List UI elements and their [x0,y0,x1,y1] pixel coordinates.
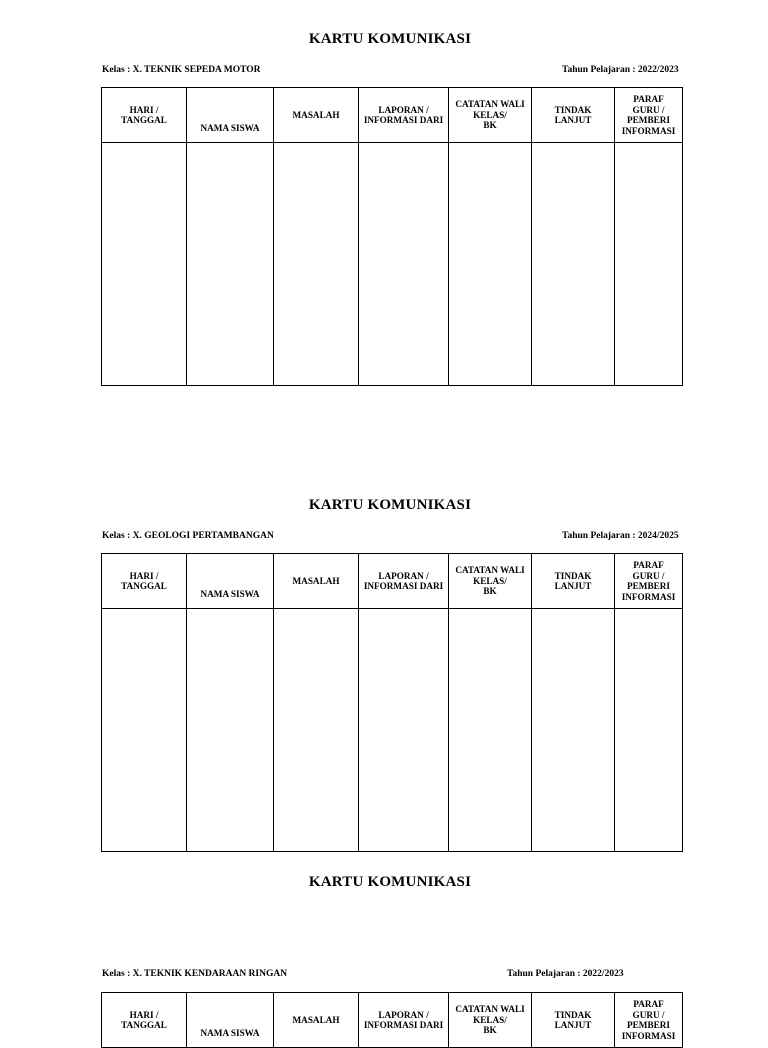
school-year-label: Tahun Pelajaran : 2024/2025 [562,531,679,541]
table-cell[interactable] [615,609,683,852]
table-row [102,609,683,852]
table-cell[interactable] [615,143,683,386]
column-header-initials: PARAF GURU / PEMBERI INFORMASI [615,88,683,143]
table-cell[interactable] [449,143,532,386]
class-label: Kelas : X. TEKNIK SEPEDA MOTOR [102,65,261,75]
column-header-report-from: LAPORAN / INFORMASI DARI [359,554,449,609]
table-cell[interactable] [532,143,615,386]
column-header-report-from: LAPORAN / INFORMASI DARI [359,88,449,143]
table-cell[interactable] [449,609,532,852]
table-cell[interactable] [359,609,449,852]
column-header-follow-up: TINDAK LANJUT [532,993,615,1048]
card-title: KARTU KOMUNIKASI [308,497,472,513]
column-header-homeroom-notes: CATATAN WALI KELAS/ BK [449,88,532,143]
column-header-problem: MASALAH [274,88,359,143]
column-header-initials: PARAF GURU / PEMBERI INFORMASI [615,993,683,1048]
column-header-date: HARI / TANGGAL [102,554,187,609]
column-header-student-name: NAMA SISWA [187,993,274,1048]
table-cell[interactable] [274,609,359,852]
column-header-initials: PARAF GURU / PEMBERI INFORMASI [615,554,683,609]
communication-table [101,87,683,386]
table-header-row [102,88,683,143]
column-header-problem: MASALAH [274,993,359,1048]
column-header-homeroom-notes: CATATAN WALI KELAS/ BK [449,993,532,1048]
table-cell[interactable] [187,143,274,386]
school-year-label: Tahun Pelajaran : 2022/2023 [562,65,679,75]
communication-table [101,992,683,1048]
class-label: Kelas : X. GEOLOGI PERTAMBANGAN [102,531,274,541]
column-header-student-name: NAMA SISWA [187,88,274,143]
class-label: Kelas : X. TEKNIK KENDARAAN RINGAN [102,969,288,979]
column-header-date: HARI / TANGGAL [102,88,187,143]
column-header-follow-up: TINDAK LANJUT [532,88,615,143]
table-cell[interactable] [102,609,187,852]
table-header-row [102,993,683,1048]
table-cell[interactable] [359,143,449,386]
column-header-homeroom-notes: CATATAN WALI KELAS/ BK [449,554,532,609]
column-header-student-name: NAMA SISWA [187,554,274,609]
column-header-follow-up: TINDAK LANJUT [532,554,615,609]
table-cell[interactable] [187,609,274,852]
table-cell[interactable] [102,143,187,386]
column-header-problem: MASALAH [274,554,359,609]
table-row [102,143,683,386]
card-title: KARTU KOMUNIKASI [308,874,472,890]
card-title: KARTU KOMUNIKASI [308,31,472,47]
school-year-label: Tahun Pelajaran : 2022/2023 [507,969,624,979]
column-header-report-from: LAPORAN / INFORMASI DARI [359,993,449,1048]
column-header-date: HARI / TANGGAL [102,993,187,1048]
communication-table [101,553,683,852]
table-header-row [102,554,683,609]
table-cell[interactable] [274,143,359,386]
table-cell[interactable] [532,609,615,852]
